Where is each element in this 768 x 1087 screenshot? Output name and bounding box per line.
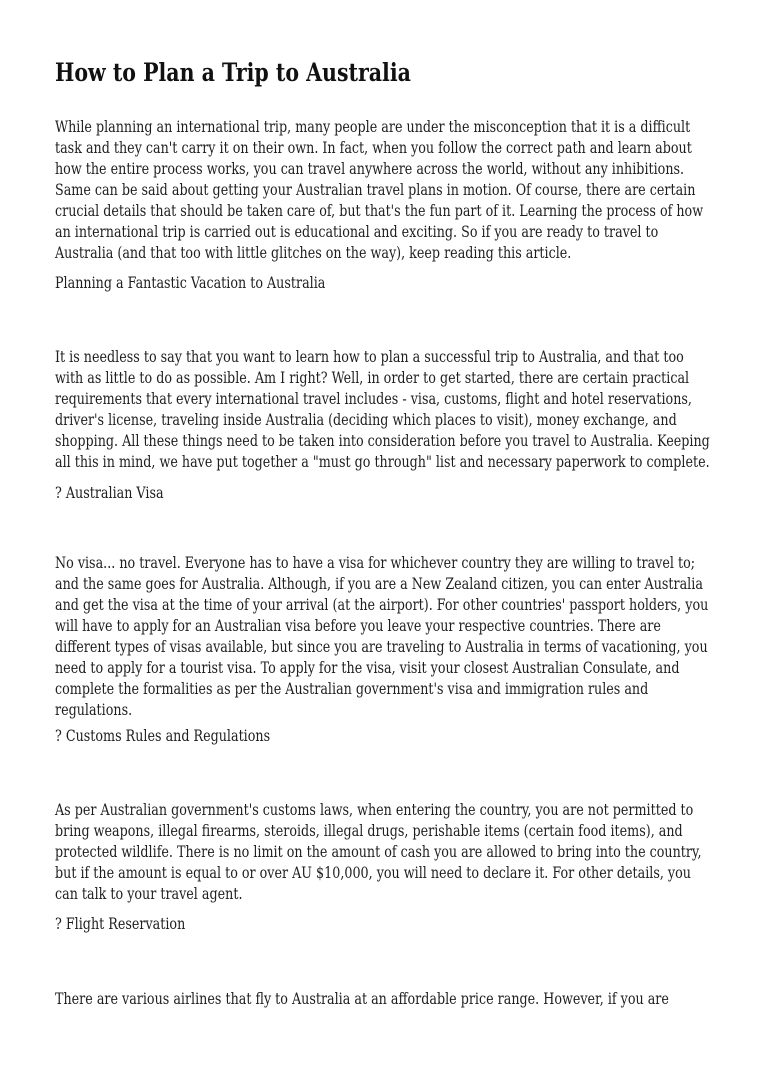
text-line: and get the visa at the time of your arrival (at the airport). For other countries' passport holders, you xyxy=(55,596,709,614)
heading-customs-rules: ? Customs Rules and Regulations xyxy=(55,727,271,745)
text-line: how the entire process works, you can travel anywhere across the world, without any inhibitions. xyxy=(55,160,685,178)
customs-paragraph xyxy=(55,800,768,905)
text-line: crucial details that should be taken care of, but that's the fun part of it. Learning the process of how xyxy=(55,202,704,220)
subheading-planning-vacation: Planning a Fantastic Vacation to Australia xyxy=(55,274,326,292)
text-line: Australia (and that too with little glitches on the way), keep reading this article. xyxy=(55,244,572,262)
text-line: As per Australian government's customs laws, when entering the country, you are not permitted to xyxy=(55,801,694,819)
text-line: There are various airlines that fly to Australia at an affordable price range. However, if you are xyxy=(55,990,669,1008)
intro-paragraph xyxy=(55,117,768,264)
planning-paragraph xyxy=(55,347,768,473)
text-line: task and they can't carry it on their own. In fact, when you follow the correct path and learn about xyxy=(55,139,692,157)
text-line: protected wildlife. There is no limit on the amount of cash you are allowed to bring into the country, xyxy=(55,843,702,861)
text-line: complete the formalities as per the Australian government's visa and immigration rules and xyxy=(55,680,649,698)
text-line: all this in mind, we have put together a "must go through" list and necessary paperwork to complete. xyxy=(55,453,710,471)
document-title: How to Plan a Trip to Australia xyxy=(55,58,411,87)
text-line: requirements that every international travel includes - visa, customs, flight and hotel reservations, xyxy=(55,390,692,408)
text-line: but if the amount is equal to or over AU $10,000, you will need to declare it. For other details, you xyxy=(55,864,691,882)
flight-paragraph xyxy=(55,989,768,1010)
text-line: different types of visas available, but since you are traveling to Australia in terms of vacationing, you xyxy=(55,638,708,656)
text-line: bring weapons, illegal firearms, steroids, illegal drugs, perishable items (certain food items), and xyxy=(55,822,683,840)
text-line: need to apply for a tourist visa. To apply for the visa, visit your closest Australian Consulate, and xyxy=(55,659,680,677)
text-line: shopping. All these things need to be taken into consideration before you travel to Australia. Keeping xyxy=(55,432,710,450)
heading-australian-visa: ? Australian Visa xyxy=(55,484,164,502)
text-line: No visa... no travel. Everyone has to have a visa for whichever country they are willing to travel to; xyxy=(55,554,696,572)
text-line: driver's license, traveling inside Australia (deciding which places to visit), money exchange, and xyxy=(55,411,677,429)
text-line: Same can be said about getting your Australian travel plans in motion. Of course, there are certain xyxy=(55,181,696,199)
text-line: regulations. xyxy=(55,701,133,719)
text-line: It is needless to say that you want to learn how to plan a successful trip to Australia, and that too xyxy=(55,348,684,366)
heading-flight-reservation: ? Flight Reservation xyxy=(55,915,186,933)
text-line: an international trip is carried out is educational and exciting. So if you are ready to travel to xyxy=(55,223,659,241)
text-line: will have to apply for an Australian visa before you leave your respective countries. There are xyxy=(55,617,661,635)
text-line: While planning an international trip, many people are under the misconception that it is a difficult xyxy=(55,118,691,136)
text-line: and the same goes for Australia. Although, if you are a New Zealand citizen, you can enter Australia xyxy=(55,575,703,593)
text-line: can talk to your travel agent. xyxy=(55,885,243,903)
visa-paragraph xyxy=(55,553,768,721)
text-line: with as little to do as possible. Am I right? Well, in order to get started, there are certain practical xyxy=(55,369,690,387)
